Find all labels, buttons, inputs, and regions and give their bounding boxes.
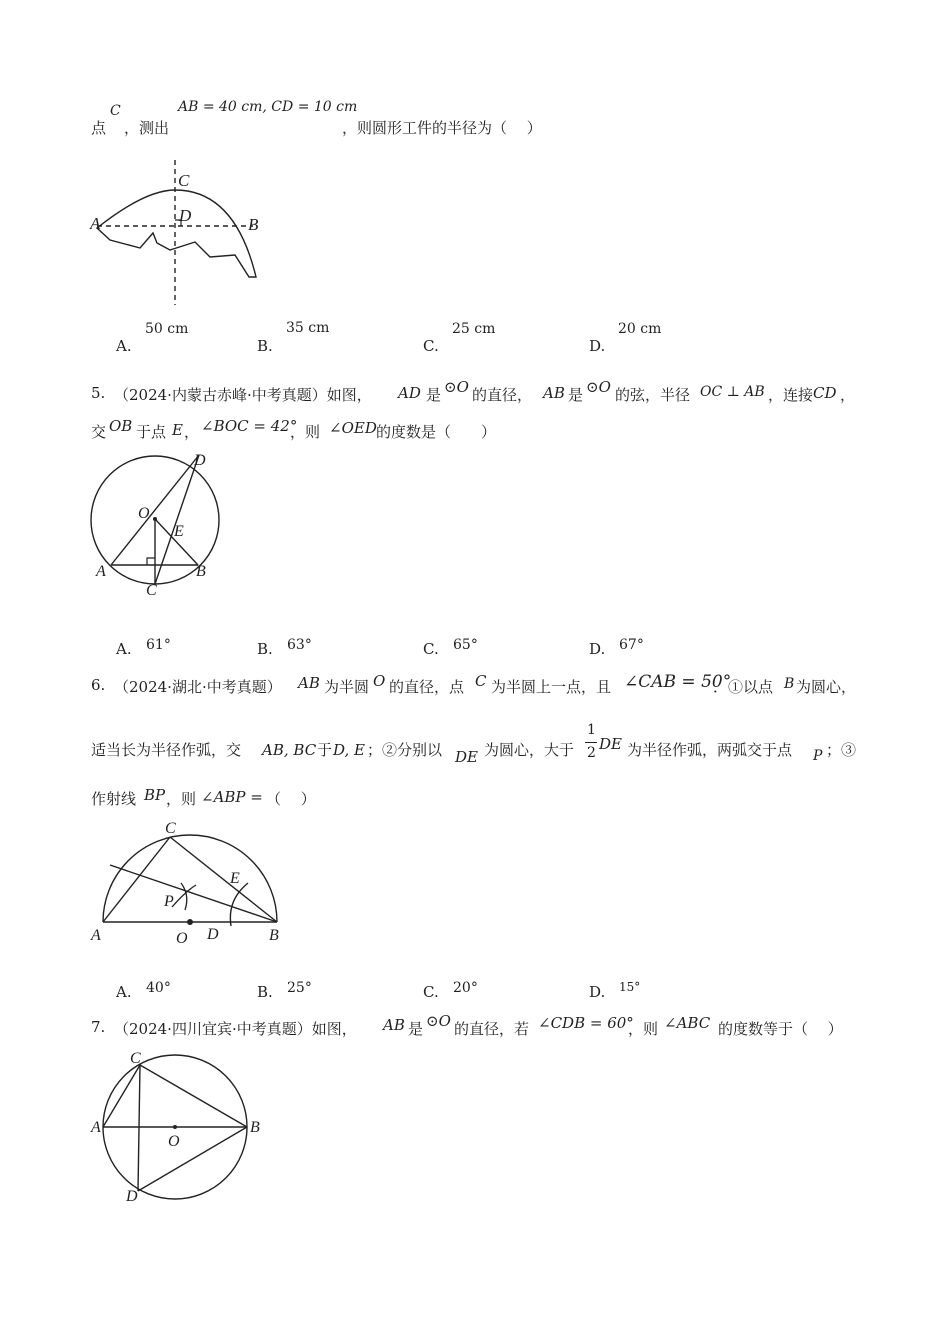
- q7-number: 7.: [91, 1018, 106, 1036]
- q7-label-d: D: [126, 1188, 138, 1205]
- q6-c: C: [475, 672, 487, 690]
- q6-frac-num: 1: [587, 722, 596, 738]
- q6-b: B: [784, 676, 795, 692]
- q5-label-e: E: [174, 523, 184, 540]
- q4-text-pre: 点: [91, 119, 107, 137]
- q5-option-b-value: 63°: [287, 637, 312, 653]
- q6-bp: BP: [144, 786, 166, 804]
- q6-number: 6.: [91, 676, 106, 694]
- q4-text-post: ，则圆形工件的半径为（ ）: [342, 119, 542, 137]
- q5-text: ，: [840, 386, 856, 404]
- q6-label-o: O: [176, 930, 188, 947]
- q5-option-c-value: 65°: [453, 637, 478, 653]
- q6-label-p: P: [164, 893, 174, 910]
- q5-option-a-value: 61°: [146, 637, 171, 653]
- q7-figure-circle: [88, 1048, 268, 1208]
- q4-text-mid: ，测出: [124, 119, 170, 137]
- q5-text: 的弦，半径: [615, 386, 691, 404]
- q5-text: 是: [426, 386, 442, 404]
- q6-text: 适当长为半径作弧，交: [91, 741, 242, 759]
- q5-text: 是: [568, 386, 584, 404]
- q5-label-c: C: [146, 582, 157, 599]
- q6-text: 于: [317, 741, 333, 759]
- q6-ab-bc: AB, BC: [262, 741, 317, 759]
- q6-label-d: D: [207, 926, 219, 943]
- q4-option-b-value: 35 cm: [286, 320, 330, 336]
- q6-de-2: DE: [599, 735, 622, 753]
- q6-source: （2024·湖北·中考真题）: [114, 678, 282, 696]
- q6-text: 作射线: [91, 790, 137, 808]
- q5-number: 5.: [91, 384, 106, 402]
- q6-option-a-value: 40°: [146, 980, 171, 996]
- q7-label-b: B: [250, 1119, 260, 1136]
- q6-text: 为半圆上一点，且: [491, 678, 612, 696]
- q4-option-b-letter[interactable]: B.: [257, 337, 273, 355]
- q6-text: 为半径作弧，两弧交于点: [627, 741, 793, 759]
- q7-text: 的直径，若: [454, 1020, 530, 1038]
- q6-frac-bar: [585, 742, 597, 743]
- q6-label-b: B: [269, 927, 279, 944]
- q4-option-a-letter[interactable]: A.: [116, 337, 132, 355]
- q5-cd: CD: [813, 384, 837, 402]
- q4-option-d-letter[interactable]: D.: [589, 337, 606, 355]
- q4-option-d-value: 20 cm: [618, 321, 662, 337]
- q5-label-b: B: [196, 563, 206, 580]
- q6-text: ．①以点: [713, 678, 774, 696]
- q4-point-c: C: [110, 103, 121, 119]
- q6-de: DE: [455, 748, 478, 766]
- q5-oc-perp-ab: OC ⊥ AB: [700, 384, 765, 400]
- q6-label-c: C: [165, 820, 176, 837]
- q6-ab: AB: [298, 674, 320, 692]
- q5-angle-oed: ∠OED: [329, 419, 377, 437]
- q5-option-d-value: 67°: [619, 637, 644, 653]
- q6-label-e: E: [230, 870, 240, 887]
- q6-o: O: [373, 672, 386, 690]
- q5-figure-circle: [85, 450, 230, 600]
- q5-option-b-letter[interactable]: B.: [257, 640, 273, 658]
- q5-circle-o-2: ⊙O: [586, 378, 611, 396]
- q5-e: E: [172, 421, 183, 439]
- q5-text: ，: [184, 423, 200, 441]
- q4-option-a-value: 50 cm: [145, 321, 189, 337]
- q7-angle-cdb: ∠CDB = 60°: [538, 1014, 634, 1032]
- q6-option-b-value: 25°: [287, 980, 312, 996]
- q7-ab: AB: [383, 1016, 405, 1034]
- q7-angle-abc: ∠ABC: [664, 1014, 711, 1032]
- q6-figure-semicircle: [88, 815, 293, 950]
- q7-label-c: C: [130, 1050, 141, 1067]
- q6-option-d-letter[interactable]: D.: [589, 983, 606, 1001]
- q5-label-o: O: [138, 505, 150, 522]
- q4-option-c-value: 25 cm: [452, 321, 496, 337]
- q5-text: ，连接: [768, 386, 814, 404]
- q5-text: 的直径，: [472, 386, 533, 404]
- q6-frac-den: 2: [587, 745, 596, 761]
- q5-angle-boc: ∠BOC = 42°: [201, 417, 298, 435]
- q5-option-c-letter[interactable]: C.: [423, 640, 439, 658]
- q6-text: 为圆心，大于: [484, 741, 575, 759]
- q5-ad: AD: [398, 384, 421, 402]
- q6-text: 的直径，点: [389, 678, 465, 696]
- q6-text: ；③: [826, 741, 857, 759]
- q6-label-a: A: [91, 927, 101, 944]
- q4-measure: AB = 40 cm, CD = 10 cm: [178, 99, 358, 115]
- q5-text: 的度数是（ ）: [376, 423, 497, 441]
- q5-source: （2024·内蒙古赤峰·中考真题）如图，: [114, 386, 372, 404]
- q5-ob: OB: [109, 417, 133, 435]
- q4-label-a: A: [90, 214, 101, 233]
- q6-option-c-letter[interactable]: C.: [423, 983, 439, 1001]
- q5-label-a: A: [96, 563, 106, 580]
- q6-text: ，则: [166, 790, 197, 808]
- q6-text: （ ）: [266, 790, 316, 808]
- q4-label-d: D: [179, 206, 192, 225]
- q5-circle-o: ⊙O: [444, 378, 469, 396]
- q5-text: 于点: [136, 423, 167, 441]
- q7-text: 是: [408, 1020, 424, 1038]
- q6-option-b-letter[interactable]: B.: [257, 983, 273, 1001]
- q6-text: ；②分别以: [367, 741, 443, 759]
- q7-label-a: A: [91, 1119, 101, 1136]
- q7-text: 的度数等于（ ）: [718, 1020, 843, 1038]
- q5-label-d: D: [194, 452, 206, 469]
- q7-text: ，则: [628, 1020, 659, 1038]
- q6-text: 为圆心，: [796, 678, 857, 696]
- q7-source: （2024·四川宜宾·中考真题）如图，: [114, 1020, 357, 1038]
- q5-ab: AB: [543, 384, 565, 402]
- q6-angle-abp: ∠ABP =: [201, 788, 263, 806]
- q5-option-a-letter[interactable]: A.: [116, 640, 132, 658]
- q4-label-b: B: [248, 215, 259, 234]
- q6-angle-cab: ∠CAB = 50°: [624, 672, 732, 692]
- q5-text: 交: [91, 423, 107, 441]
- q7-circle-o: ⊙O: [426, 1012, 451, 1030]
- q6-option-d-value: 15°: [619, 980, 641, 994]
- q4-label-c: C: [178, 171, 190, 190]
- q6-p: P: [813, 748, 823, 764]
- q6-d-e: D, E: [333, 741, 365, 759]
- q6-option-c-value: 20°: [453, 980, 478, 996]
- q6-option-a-letter[interactable]: A.: [116, 983, 132, 1001]
- q5-text: ，则: [290, 423, 321, 441]
- q6-text: 为半圆: [324, 678, 370, 696]
- q7-label-o: O: [168, 1133, 180, 1150]
- q5-option-d-letter[interactable]: D.: [589, 640, 606, 658]
- q4-figure-workpiece: [85, 155, 275, 310]
- q4-option-c-letter[interactable]: C.: [423, 337, 439, 355]
